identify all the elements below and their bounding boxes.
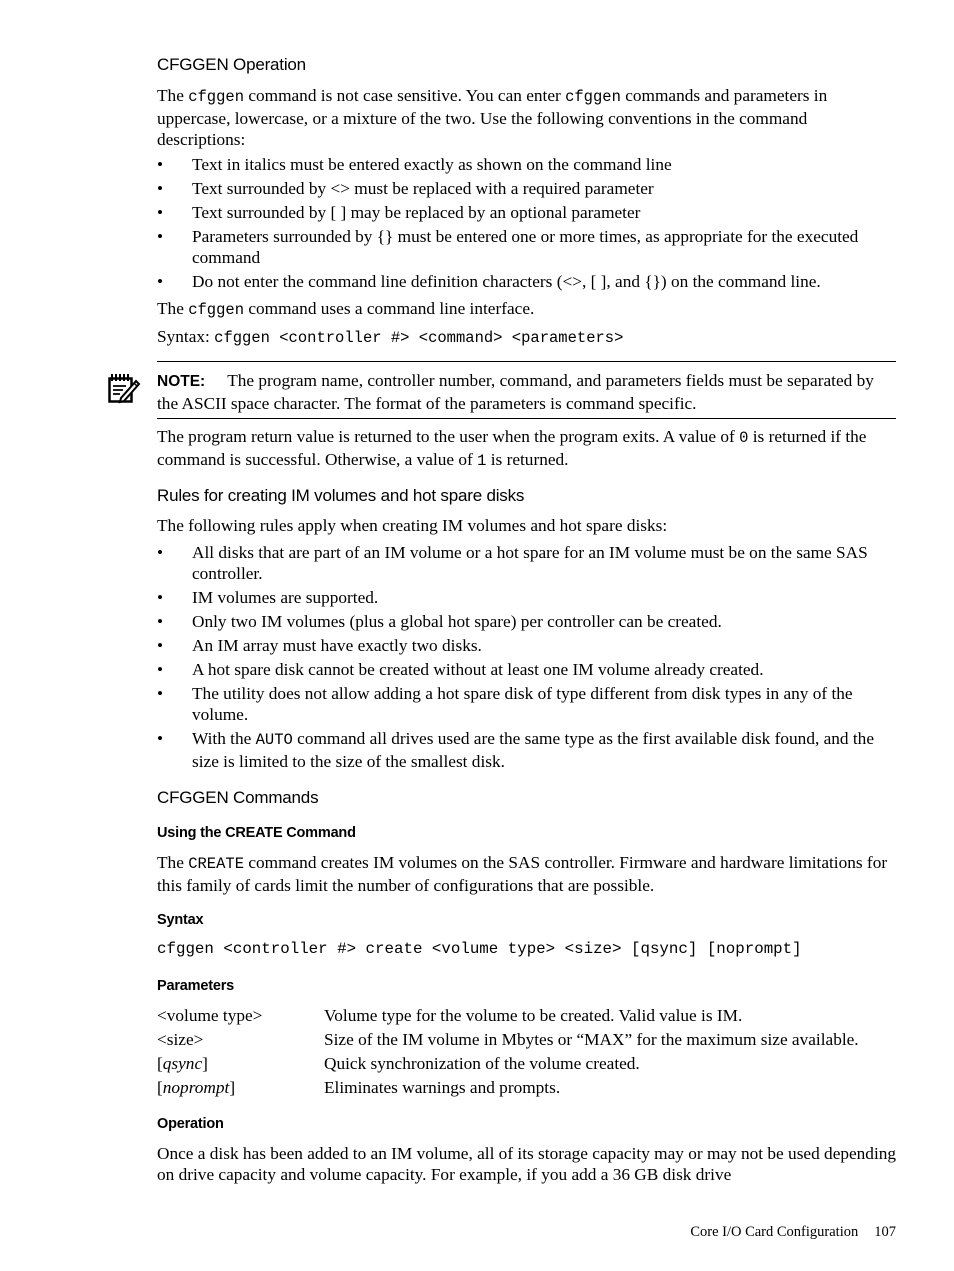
note-top-rule (157, 361, 896, 362)
parameter-description: Quick synchronization of the volume created. (324, 1054, 640, 1073)
bullet-icon: • (157, 543, 164, 562)
parameter-description: Eliminates warnings and prompts. (324, 1078, 561, 1097)
bullet-icon: • (157, 612, 164, 631)
operation-paragraph: Once a disk has been added to an IM volume, all of its storage capacity may or may not be used depending on drive capacity and volume capacity. For example, if you add a 36 GB disk drive (157, 1144, 897, 1184)
bullet-icon: • (157, 684, 164, 703)
section-heading-commands: CFGGEN Commands (157, 788, 319, 807)
subheading-create-command: Using the CREATE Command (157, 825, 356, 841)
bullet-icon: • (157, 179, 164, 198)
parameter-description: Volume type for the volume to be created. Valid value is IM. (324, 1006, 743, 1025)
parameter-name: <size> (157, 1030, 204, 1049)
bullet-icon: • (157, 203, 164, 222)
bullet-icon: • (157, 155, 164, 174)
note-paragraph: NOTE: The program name, controller number, command, and parameters fields must be separated by the ASCII space character. The format of the parameters is command specific. (157, 371, 874, 413)
footer-page-number: 107 (874, 1224, 896, 1240)
bullet-icon: • (157, 588, 164, 607)
create-intro-paragraph: The CREATE command creates IM volumes on the SAS controller. Firmware and hardware limitations for this family of cards limit the number of configurations that are possible. (157, 853, 888, 895)
subheading-parameters: Parameters (157, 978, 234, 994)
syntax-code: cfggen <controller #> create <volume type> <size> [qsync] [noprompt] (157, 940, 802, 958)
bullet-icon: • (157, 636, 164, 655)
parameter-description: Size of the IM volume in Mbytes or “MAX” for the maximum size available. (324, 1030, 859, 1049)
bullet-icon: • (157, 729, 164, 748)
bullet-icon: • (157, 272, 164, 291)
footer-chapter: Core I/O Card Configuration (690, 1224, 859, 1240)
subheading-operation: Operation (157, 1116, 224, 1132)
rules-intro: The following rules apply when creating IM volumes and hot spare disks: (157, 516, 668, 535)
syntax-line: Syntax: cfggen <controller #> <command> <parameters> (157, 327, 624, 347)
note-pencil-icon (107, 372, 141, 404)
intro-paragraph: The cfggen command is not case sensitive. You can enter cfggen commands and parameters in uppercase, lowercase, or a mixture of the two. Use the following conventions in the command descriptions: (157, 86, 828, 149)
bullet-icon: • (157, 227, 164, 246)
note-label: NOTE: (157, 373, 206, 390)
section-heading-rules: Rules for creating IM volumes and hot spare disks (157, 486, 525, 505)
subheading-syntax: Syntax (157, 912, 204, 928)
return-value-paragraph: The program return value is returned to the user when the program exits. A value of 0 is returned if the command is successful. Otherwise, a value of 1 is returned. (157, 427, 867, 470)
page-footer (690, 1222, 896, 1243)
note-bottom-rule (157, 418, 896, 419)
parameter-name: [noprompt] (157, 1078, 236, 1097)
bullet-icon: • (157, 660, 164, 679)
parameter-name: [qsync] (157, 1054, 208, 1073)
interface-line: The cfggen command uses a command line interface. (157, 299, 535, 319)
parameter-name: <volume type> (157, 1006, 263, 1025)
section-heading-cfggen-operation: CFGGEN Operation (157, 55, 306, 74)
